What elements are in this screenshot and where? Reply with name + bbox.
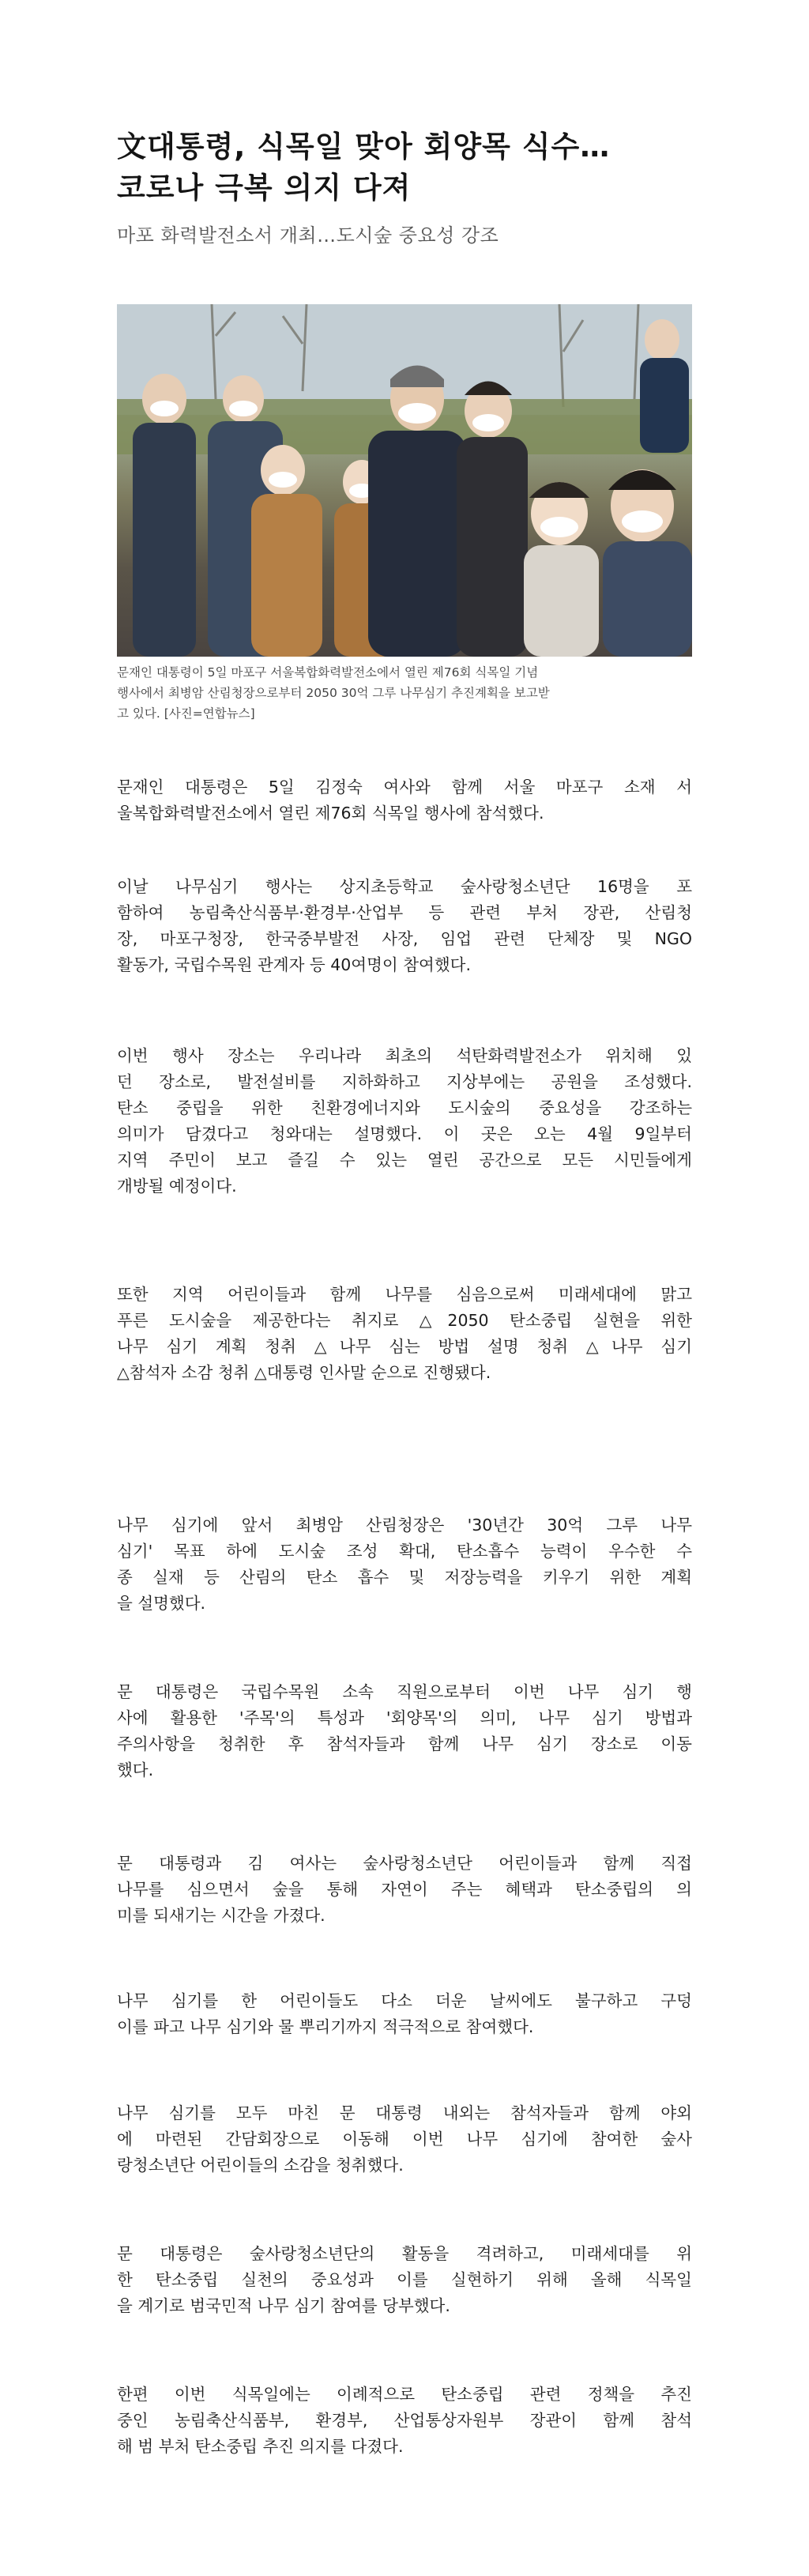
paragraph-line: 개방될 예정이다. (117, 1177, 237, 1196)
body-paragraph (117, 1282, 692, 1386)
paragraph-line: 나무를 심으면서 숲을 통해 자연이 주는 혜택과 탄소중립의 의 (117, 1880, 692, 1899)
caption-line: 문재인 대통령이 5일 마포구 서울복합화력발전소에서 열린 제76회 식목일 기념 (117, 665, 539, 680)
paragraph-line: 탄소 중립을 위한 친환경에너지와 도시숲의 중요성을 강조하는 (117, 1098, 692, 1117)
photo-caption (117, 662, 692, 724)
paragraph-line: 문 대통령은 숲사랑청소년단의 활동을 격려하고, 미래세대를 위 (117, 2244, 692, 2263)
photo-illustration (117, 304, 692, 657)
paragraph-line: 함하여 농림축산식품부·환경부·산업부 등 관련 부처 장관, 산림청 (117, 903, 692, 922)
paragraph-line: 이번 행사 장소는 우리나라 최초의 석탄화력발전소가 위치해 있 (117, 1046, 692, 1065)
paragraph-line: 랑청소년단 어린이들의 소감을 청취했다. (117, 2156, 404, 2175)
paragraph-line: 문재인 대통령은 5일 김정숙 여사와 함께 서울 마포구 소재 서 (117, 778, 692, 797)
caption-line: 고 있다. [사진=연합뉴스] (117, 706, 255, 721)
paragraph-line: 나무 심기를 한 어린이들도 다소 더운 날씨에도 불구하고 구덩 (117, 1991, 692, 2010)
body-paragraph (117, 874, 692, 978)
body-paragraph (117, 1988, 692, 2040)
headline-line: 코로나 극복 의지 다져 (117, 171, 412, 205)
body-paragraph (117, 2382, 692, 2460)
paragraph-line: 했다. (117, 1761, 154, 1779)
paragraph-line: △참석자 소감 청취 △대통령 인사말 순으로 진행됐다. (117, 1363, 491, 1382)
paragraph-line: 이를 파고 나무 심기와 물 뿌리기까지 적극적으로 참여했다. (117, 2017, 534, 2036)
paragraph-line: 중인 농림축산식품부, 환경부, 산업통상자원부 장관이 함께 참석 (117, 2411, 692, 2430)
paragraph-line: 종 실재 등 산림의 탄소 흡수 및 저장능력을 키우기 위한 계획 (117, 1568, 692, 1587)
paragraph-line: 푸른 도시숲을 제공한다는 취지로 △2050 탄소중립 실현을 위한 (117, 1311, 692, 1330)
paragraph-line: 주의사항을 청취한 후 참석자들과 함께 나무 심기 장소로 이동 (117, 1734, 692, 1753)
body-paragraph (117, 2241, 692, 2319)
paragraph-line: 한편 이번 식목일에는 이례적으로 탄소중립 관련 정책을 추진 (117, 2385, 692, 2404)
paragraph-line: 에 마련된 간담회장으로 이동해 이번 나무 심기에 참여한 숲사 (117, 2130, 692, 2149)
paragraph-line: 이날 나무심기 행사는 상지초등학교 숲사랑청소년단 16명을 포 (117, 877, 692, 896)
paragraph-line: 심기' 목표 하에 도시숲 조성 확대, 탄소흡수 능력이 우수한 수 (117, 1542, 692, 1561)
paragraph-line: 문 대통령은 국립수목원 소속 직원으로부터 이번 나무 심기 행 (117, 1682, 692, 1701)
paragraph-line: 문 대통령과 김 여사는 숲사랑청소년단 어린이들과 함께 직접 (117, 1854, 692, 1873)
paragraph-line: 사에 활용한 '주목'의 특성과 '회양목'의 의미, 나무 심기 방법과 (117, 1708, 692, 1727)
paragraph-line: 울복합화력발전소에서 열린 제76회 식목일 행사에 참석했다. (117, 804, 544, 823)
paragraph-line: 활동가, 국립수목원 관계자 등 40여명이 참여했다. (117, 955, 471, 974)
paragraph-line: 지역 주민이 보고 즐길 수 있는 열린 공간으로 모든 시민들에게 (117, 1151, 692, 1169)
headline-line: 文대통령, 식목일 맞아 회양목 식수… (117, 130, 611, 164)
body-paragraph (117, 2100, 692, 2179)
body-paragraph (117, 1851, 692, 1929)
caption-line: 행사에서 최병암 산림청장으로부터 2050 30억 그루 나무심기 추진계획을 보고받 (117, 686, 550, 700)
body-paragraph (117, 774, 692, 827)
paragraph-line: 을 설명했다. (117, 1594, 206, 1613)
body-paragraph (117, 1043, 692, 1199)
paragraph-line: 한 탄소중립 실천의 중요성과 이를 실현하기 위해 올해 식목일 (117, 2270, 692, 2289)
paragraph-line: 던 장소로, 발전설비를 지하화하고 지상부에는 공원을 조성했다. (117, 1072, 692, 1091)
subheadline: 마포 화력발전소서 개최…도시숲 중요성 강조 (117, 224, 499, 247)
paragraph-line: 해 범 부처 탄소중립 추진 의지를 다졌다. (117, 2437, 404, 2456)
paragraph-line: 나무 심기에 앞서 최병암 산림청장은 '30년간 30억 그루 나무 (117, 1516, 692, 1535)
paragraph-line: 을 계기로 범국민적 나무 심기 참여를 당부했다. (117, 2296, 450, 2315)
article-photo (117, 304, 692, 657)
paragraph-line: 의미가 담겼다고 청와대는 설명했다. 이 곳은 오는 4월 9일부터 (117, 1124, 692, 1143)
paragraph-line: 미를 되새기는 시간을 가졌다. (117, 1906, 325, 1925)
body-paragraph (117, 1679, 692, 1783)
paragraph-line: 나무 심기 계획 청취 △나무 심는 방법 설명 청취 △나무 심기 (117, 1337, 692, 1356)
headline (117, 126, 692, 209)
paragraph-line: 장, 마포구청장, 한국중부발전 사장, 임업 관련 단체장 및 NGO (117, 929, 692, 948)
paragraph-line: 또한 지역 어린이들과 함께 나무를 심음으로써 미래세대에 맑고 (117, 1285, 692, 1304)
body-paragraph (117, 1512, 692, 1617)
paragraph-line: 나무 심기를 모두 마친 문 대통령 내외는 참석자들과 함께 야외 (117, 2103, 692, 2122)
